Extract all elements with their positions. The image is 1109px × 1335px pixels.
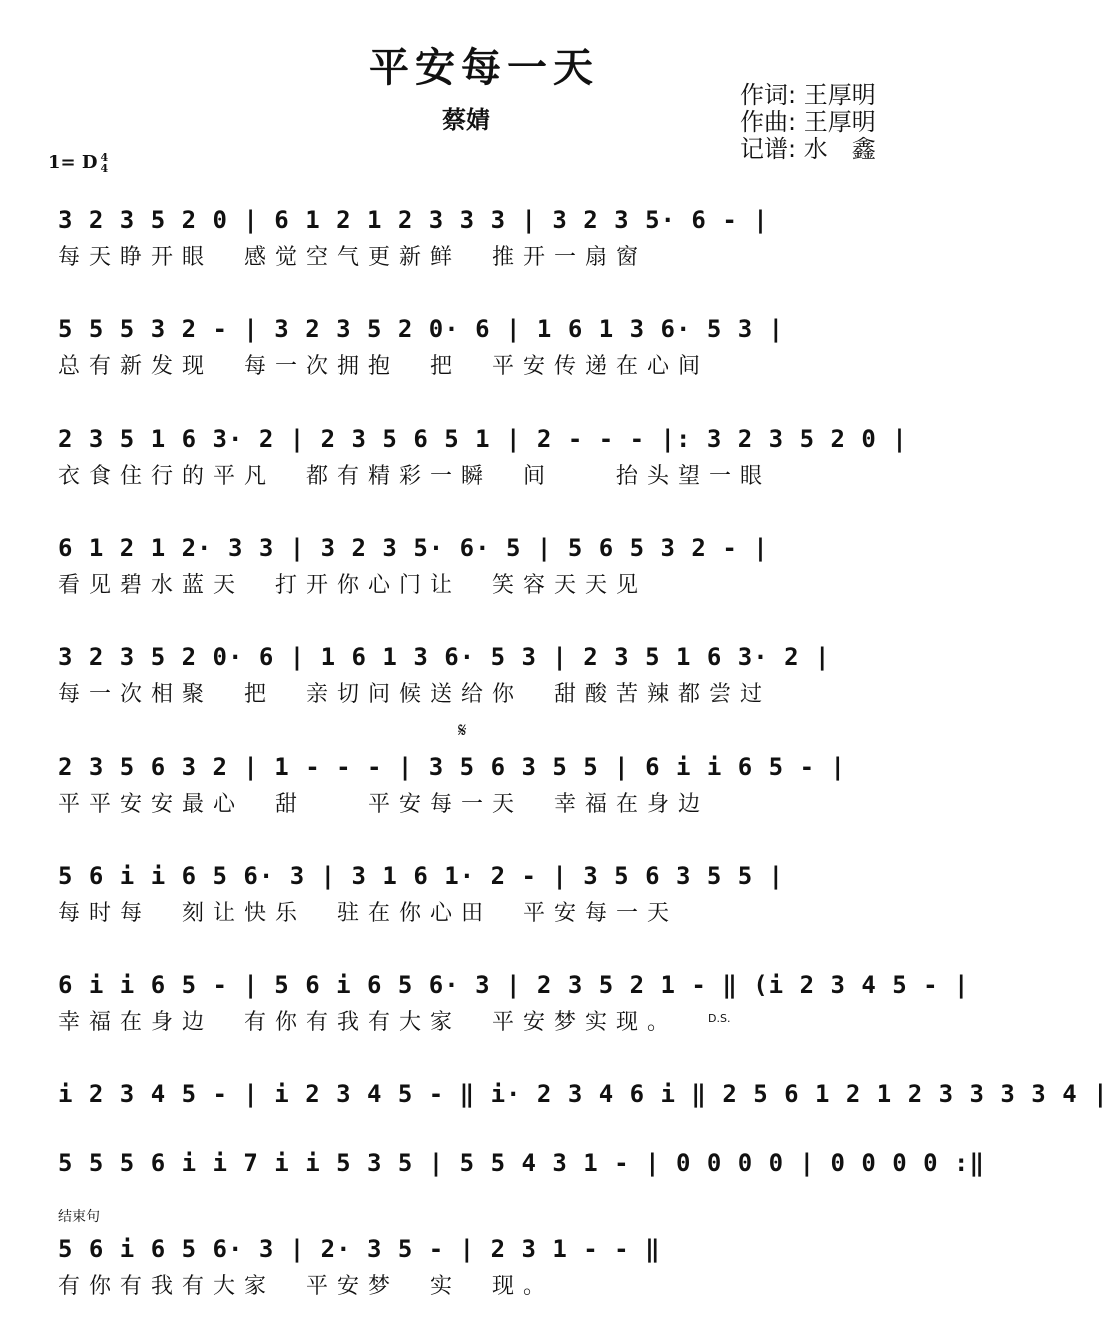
notation-line: 3 2 3 5 2 0 | 6 1 2 1 2 3 3 3 | 3 2 3 5· 6 - | — [58, 206, 769, 234]
lyrics-line: 每天睁开眼 感觉空气更新鲜 推开一扇窗 — [58, 245, 648, 270]
lyrics-line: 看见碧水蓝天 打开你心门让 笑容天天见 — [58, 573, 648, 598]
coda-label: 结束句 — [58, 1209, 100, 1225]
lyrics-line: 每一次相聚 把 亲切问候送给你 甜酸苦辣都尝过 — [58, 682, 772, 707]
notation-line: 5 5 5 6 i i 7 i i 5 3 5 | 5 5 4 3 1 - | 0 0 0 0 | 0 0 0 0 :‖ — [58, 1149, 985, 1177]
ds-mark: D.S. — [708, 1012, 731, 1025]
notation-line: 2 3 5 6 3 2 | 1 - - - | 3 5 6 3 5 5 | 6 i i 6 5 - | — [58, 753, 846, 781]
notation-line: 6 1 2 1 2· 3 3 | 3 2 3 5· 6· 5 | 5 6 5 3 2 - | — [58, 534, 769, 562]
notation-line: 6 i i 6 5 - | 5 6 i 6 5 6· 3 | 2 3 5 2 1 - ‖ (i 2 3 4 5 - | — [58, 971, 970, 999]
time-sig-bottom: 4 — [100, 162, 109, 175]
lyrics-line: 衣食住行的平凡 都有精彩一瞬 间 抬头望一眼 — [58, 464, 772, 489]
key-label: 1= D — [48, 152, 98, 173]
notation-line: 5 6 i 6 5 6· 3 | 2· 3 5 - | 2 3 1 - - ‖ — [58, 1235, 661, 1263]
segno-mark: 𝄋 — [458, 718, 467, 742]
time-sig-top: 4 — [100, 151, 109, 164]
notation-line: 3 2 3 5 2 0· 6 | 1 6 1 3 6· 5 3 | 2 3 5 1 6 3· 2 | — [58, 643, 831, 671]
notation-line: 5 6 i i 6 5 6· 3 | 3 1 6 1· 2 - | 3 5 6 3 5 5 | — [58, 862, 785, 890]
notation-line: 5 5 5 3 2 - | 3 2 3 5 2 0· 6 | 1 6 1 3 6· 5 3 | — [58, 315, 785, 343]
key-signature — [48, 152, 108, 174]
lyrics-line: 平平安安最心 甜 平安每一天 幸福在身边 — [58, 792, 710, 817]
notation-line: 2 3 5 1 6 3· 2 | 2 3 5 6 5 1 | 2 - - - |: 3 2 3 5 2 0 | — [58, 425, 908, 453]
singer-name: 蔡婧 — [442, 105, 490, 134]
lyrics-line: 每时每 刻让快乐 驻在你心田 平安每一天 — [58, 901, 679, 926]
lyrics-line: 有你有我有大家 平安梦 实 现。 — [58, 1274, 555, 1299]
song-title: 平安每一天 — [369, 44, 599, 91]
credits — [740, 82, 876, 163]
time-signature — [100, 152, 108, 174]
composer-credit: 作曲: 王厚明 — [740, 108, 876, 136]
transcriber-credit: 记谱: 水 鑫 — [740, 135, 876, 163]
lyrics-line: 幸福在身边 有你有我有大家 平安梦实现。 — [58, 1010, 679, 1035]
lyricist-credit: 作词: 王厚明 — [740, 81, 876, 109]
lyrics-line: 总有新发现 每一次拥抱 把 平安传递在心间 — [58, 354, 710, 379]
notation-line: i 2 3 4 5 - | i 2 3 4 5 - ‖ i· 2 3 4 6 i ‖ 2 5 6 1 2 1 2 3 3 3 3 4 | — [58, 1080, 1109, 1108]
